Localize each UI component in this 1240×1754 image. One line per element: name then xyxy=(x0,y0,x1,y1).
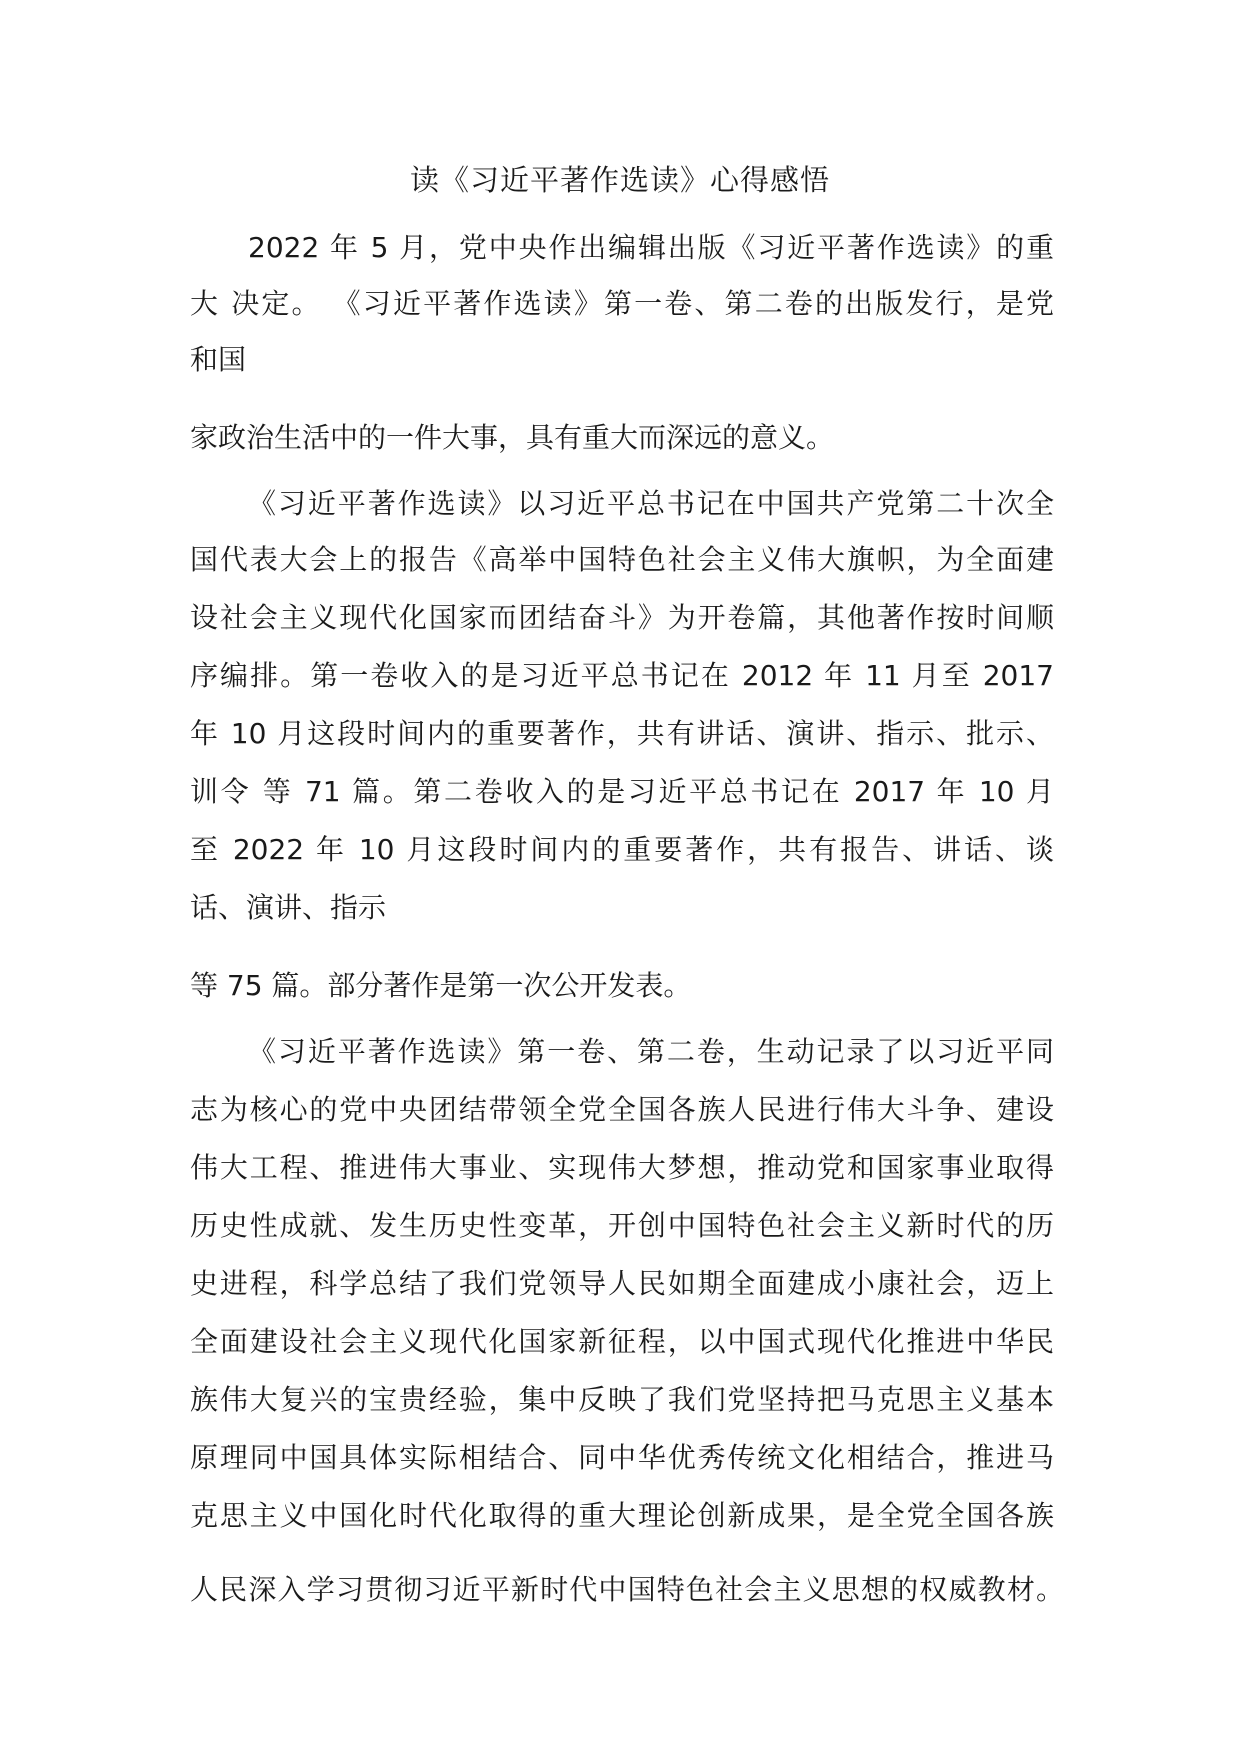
text-line: 国代表大会上的报告《高举中国特色社会主义伟大旗帜，为全面建 xyxy=(190,543,1054,576)
text-line: 年 10 月这段时间内的重要著作，共有讲话、演讲、指示、批示、 xyxy=(190,717,1054,750)
text-line: 族伟大复兴的宝贵经验，集中反映了我们党坚持把马克思主义基本 xyxy=(190,1383,1054,1416)
document-title: 读《习近平著作选读》心得感悟 xyxy=(409,163,830,197)
text-line: 等 75 篇。部分著作是第一次公开发表。 xyxy=(190,969,692,1002)
text-line: 原理同中国具体实际相结合、同中华优秀传统文化相结合，推进马 xyxy=(190,1441,1054,1474)
text-line: 《习近平著作选读》以习近平总书记在中国共产党第二十次全 xyxy=(248,487,1054,520)
text-line: 话、演讲、指示 xyxy=(190,891,387,924)
text-line: 2022 年 5 月，党中央作出编辑出版《习近平著作选读》的重 xyxy=(248,231,1054,264)
text-line: 和国 xyxy=(190,343,247,376)
text-line: 伟大工程、推进伟大事业、实现伟大梦想，推动党和国家事业取得 xyxy=(190,1151,1054,1184)
text-line: 《习近平著作选读》第一卷、第二卷，生动记录了以习近平同 xyxy=(248,1035,1054,1068)
text-line: 人民深入学习贯彻习近平新时代中国特色社会主义思想的权威教材。 xyxy=(190,1573,1064,1606)
text-line: 训令 等 71 篇。第二卷收入的是习近平总书记在 2017 年 10 月 xyxy=(190,775,1054,808)
text-line: 克思主义中国化时代化取得的重大理论创新成果，是全党全国各族 xyxy=(190,1499,1054,1532)
text-line: 至 2022 年 10 月这段时间内的重要著作，共有报告、讲话、谈 xyxy=(190,833,1054,866)
text-line: 志为核心的党中央团结带领全党全国各族人民进行伟大斗争、建设 xyxy=(190,1093,1054,1126)
text-line: 设社会主义现代化国家而团结奋斗》为开卷篇，其他著作按时间顺 xyxy=(190,601,1054,634)
text-line: 历史性成就、发生历史性变革，开创中国特色社会主义新时代的历 xyxy=(190,1209,1054,1242)
text-line: 大 决定。 《习近平著作选读》第一卷、第二卷的出版发行，是党 xyxy=(190,287,1054,320)
text-line: 序编排。第一卷收入的是习近平总书记在 2012 年 11 月至 2017 xyxy=(190,659,1054,692)
text-line: 全面建设社会主义现代化国家新征程，以中国式现代化推进中华民 xyxy=(190,1325,1054,1358)
text-line: 史进程，科学总结了我们党领导人民如期全面建成小康社会，迈上 xyxy=(190,1267,1054,1300)
text-line: 家政治生活中的一件大事，具有重大而深远的意义。 xyxy=(190,421,835,454)
